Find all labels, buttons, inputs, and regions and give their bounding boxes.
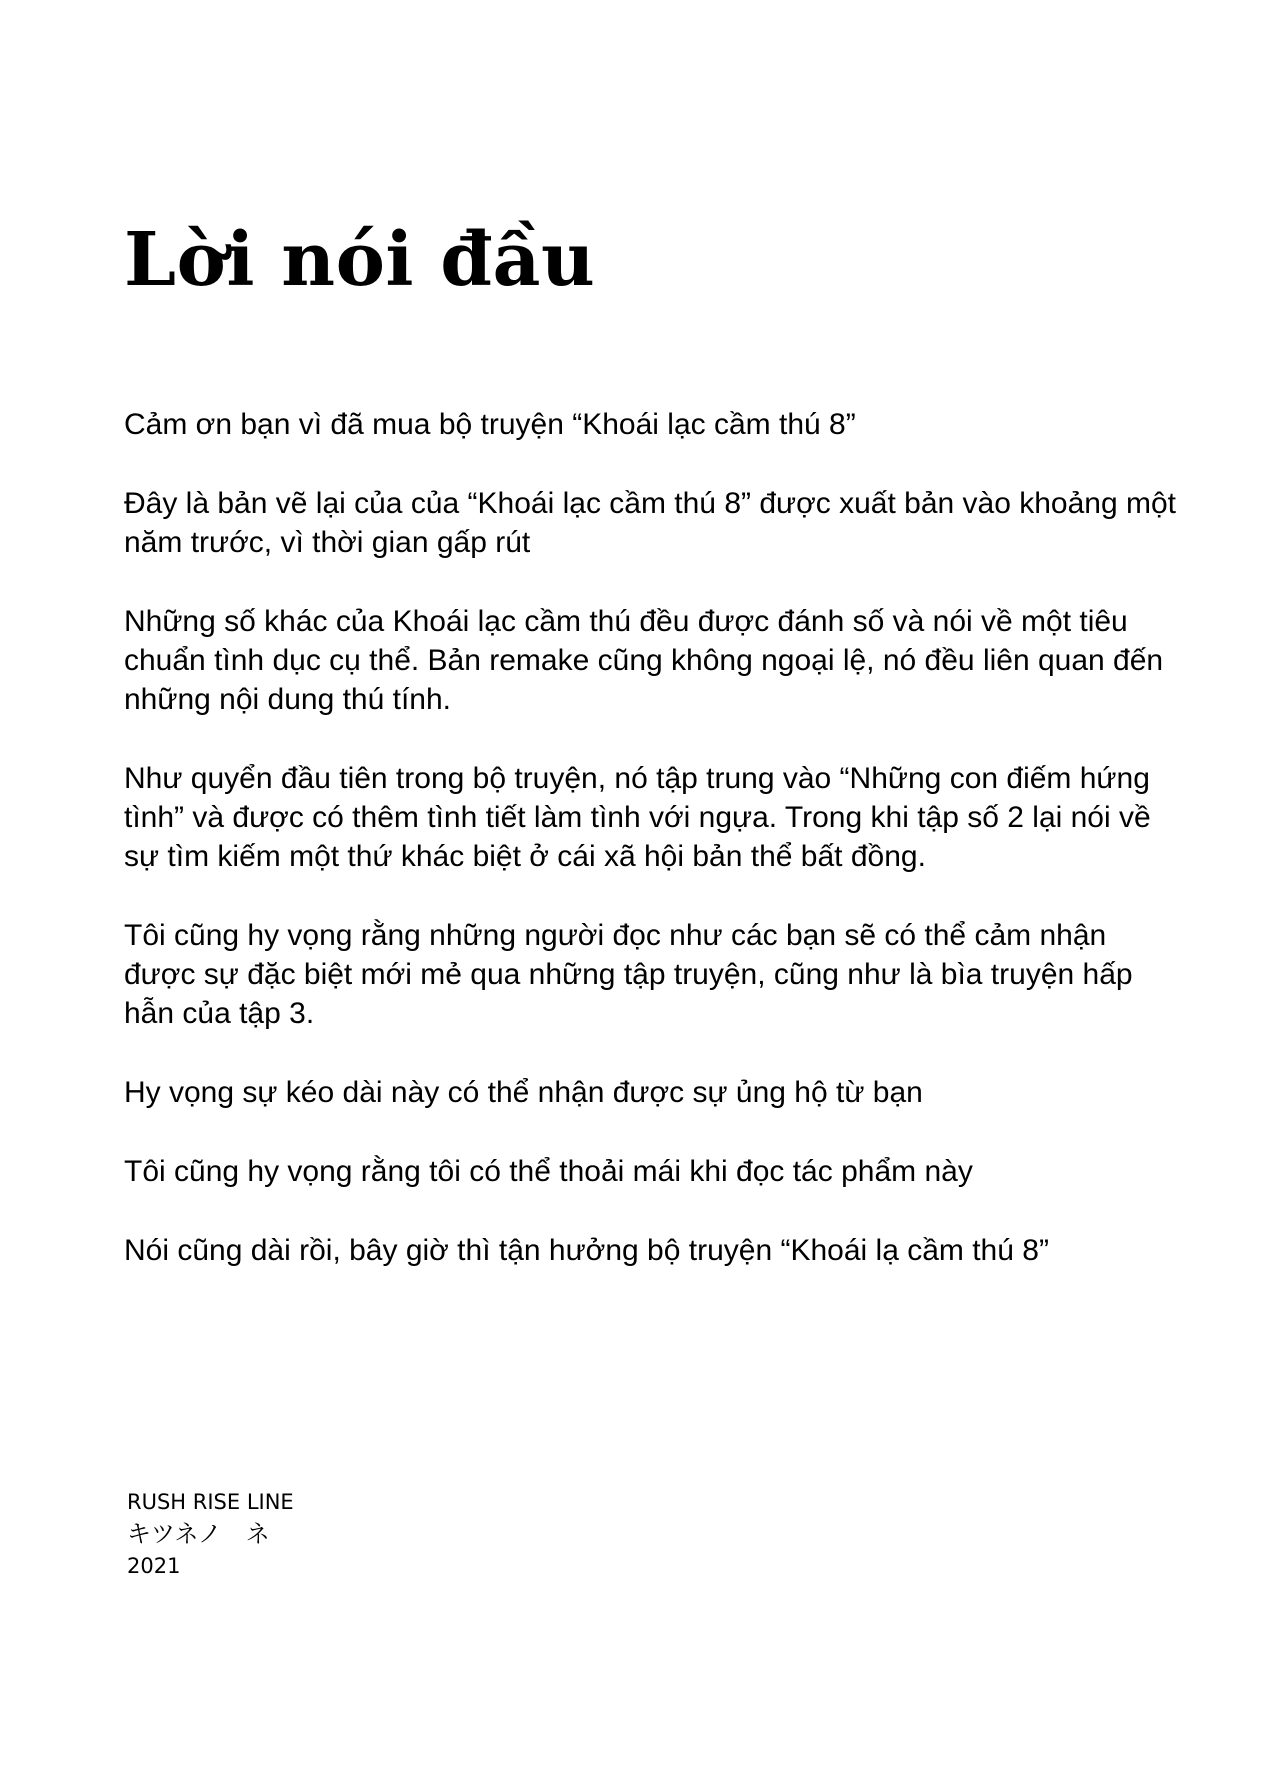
preface-body (124, 405, 1184, 1310)
paragraph: Cảm ơn bạn vì đã mua bộ truyện “Khoái lạc cầm thú 8” (124, 408, 856, 441)
year: 2021 (127, 1554, 181, 1578)
footer-signature (127, 1486, 294, 1582)
paragraph: Hy vọng sự kéo dài này có thể nhận được sự ủng hộ từ bạn (124, 1076, 923, 1109)
paragraph: Tôi cũng hy vọng rằng những người đọc như các bạn sẽ có thể cảm nhận được sự đặc biệt mới mẻ qua những tập truyện, cũng như là bìa truyện hấp hẫn của tập 3. (124, 919, 1133, 1030)
author-name: キツネノ ネ (127, 1520, 270, 1548)
page-title: Lời nói đầu (124, 217, 596, 303)
paragraph: Đây là bản vẽ lại của của “Khoái lạc cầm thú 8” được xuất bản vào khoảng một năm trước, vì thời gian gấp rút (124, 487, 1177, 559)
paragraph: Như quyển đầu tiên trong bộ truyện, nó tập trung vào “Những con điếm hứng tình” và được có thêm tình tiết làm tình với ngựa. Trong khi tập số 2 lại nói về sự tìm kiếm một thứ khác biệt ở cái xã hội bản thể bất đồng. (124, 762, 1151, 873)
paragraph: Những số khác của Khoái lạc cầm thú đều được đánh số và nói về một tiêu chuẩn tình dục cụ thể. Bản remake cũng không ngoại lệ, nó đều liên quan đến những nội dung thú tính. (124, 605, 1164, 716)
circle-name: RUSH RISE LINE (127, 1490, 294, 1514)
paragraph: Nói cũng dài rồi, bây giờ thì tận hưởng bộ truyện “Khoái lạ cầm thú 8” (124, 1234, 1049, 1267)
paragraph: Tôi cũng hy vọng rằng tôi có thể thoải mái khi đọc tác phẩm này (124, 1155, 973, 1188)
